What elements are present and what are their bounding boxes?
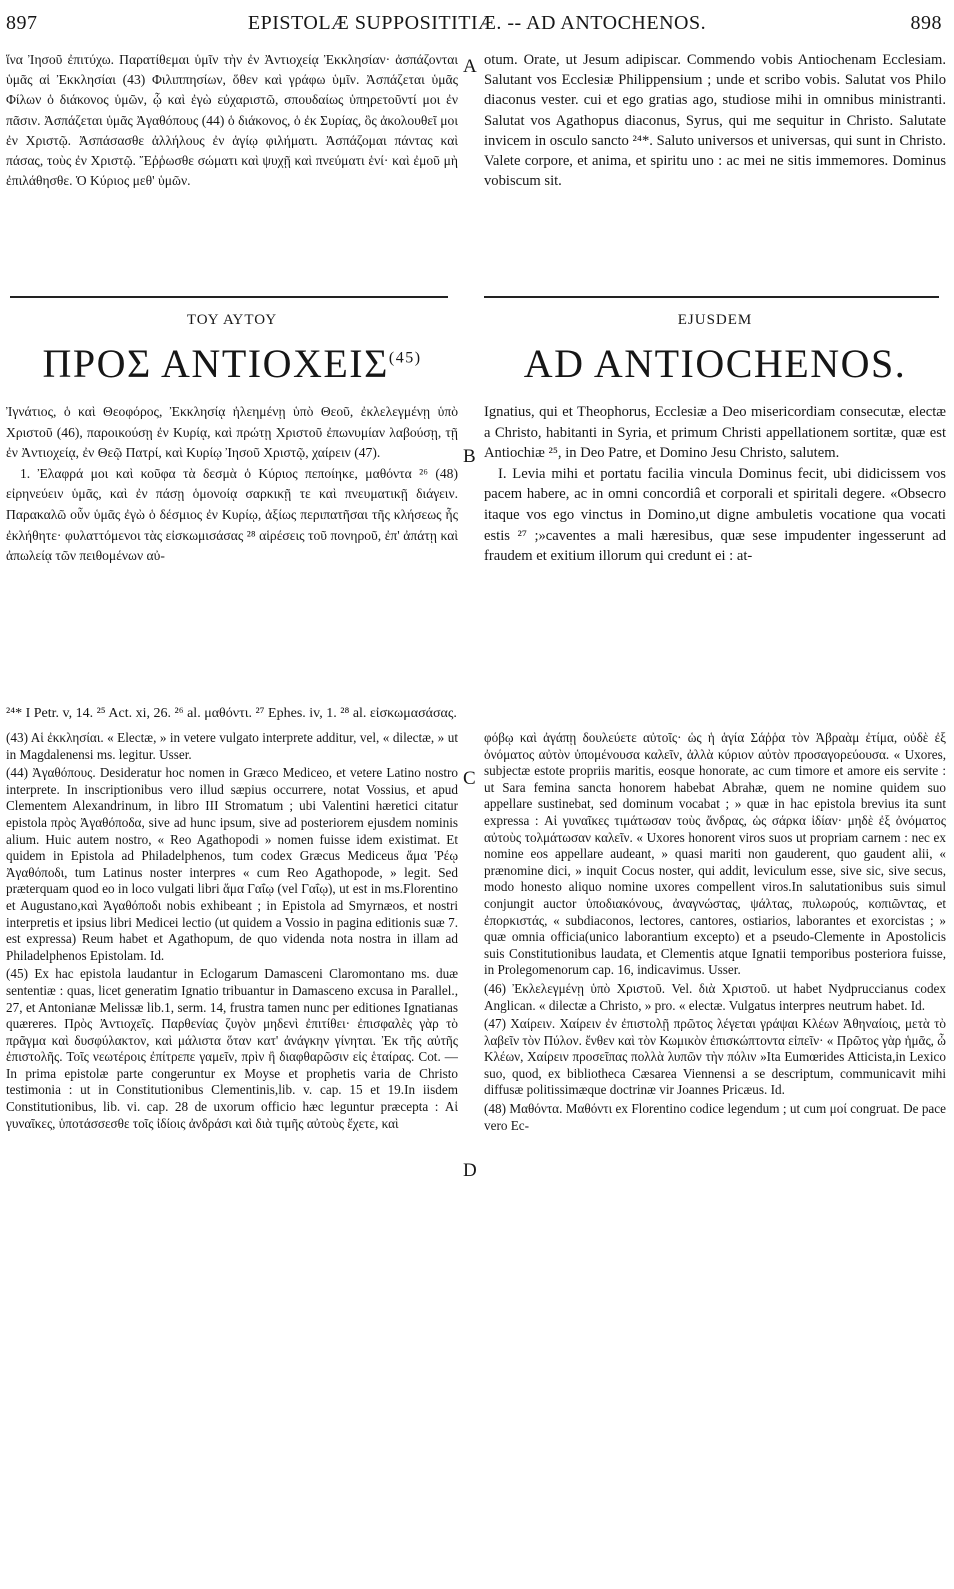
greek-heading-small: ΤΟΥ ΑΥΤΟΥ xyxy=(186,312,278,328)
greek-heading-note: (45) xyxy=(388,349,422,367)
margin-mark-a: A xyxy=(463,56,477,77)
latin-text-column xyxy=(484,402,946,702)
notes-left-column xyxy=(6,730,458,1580)
greek-salutation: Ἰγνάτιος, ὁ καὶ Θεοφόρος, Ἐκκλησίᾳ ἠλεημένῃ ὑπὸ Θεοῦ, ἐκλελεγμένῃ ὑπὸ Χριστοῦ (46), παροικούσῃ ἐν Κυρίᾳ, καὶ πρώτῃ Χριστοῦ ἐπωνυμίαν λαβούσῃ, τῇ ἐν Ἀντιοχείᾳ, ἐν Θεῷ Πατρί, καὶ Κυρίῳ Ἰησοῦ Χριστῷ, χαίρειν (47). xyxy=(6,404,458,461)
note-48: (48) Μαθόντα. Μαθόντι ex Florentino codice legendum ; ut cum μοί congruat. De pace vero Ec- xyxy=(484,1101,946,1133)
latin-chapter-1: I. Levia mihi et portatu facilia vincula Dominus fecit, ubi didicissem vos pacem habere, ac in omni concordiâ et corporali et spiritali degere. «Obsecro itaque vos ego vinctus in Domino,ut digne ambuletis vocatione qua vocati estis ²⁷ ;»caventes a mali hæresibus, quæ sese impudenter ingesserunt ad fraudem et exitium illorum qui credunt ei : at- xyxy=(484,465,946,565)
note-44: (44) Ἀγαθόπους. Desideratur hoc nomen in Græco Mediceo, et vetere Latino nostro interprete. In inscriptionibus vero illud sæpius occurrere, notat Vossius, et apud Clementem Alexandrinum, in libro III Stromatum ; ubi Valentini hæretici citatur epistola πρὸς Ἀγαθόποδα, sive ad hunc ipsum, sive ad posteriorem ejusdem nominis alium. Huic autem nostro, « Reo Agathopodi » nomen fuisse idem existimat. Et quidem in Epistola ad Philadelphenos, tum codex Græcus Mediceus ἅμα Ῥέῳ Ἀγαθόποδι, tum Latinus noster interpres « cum Reo Agathopode, » legit. Sed præterquam quod eo in loco vulgati libri ἅμα Γαΐῳ (vel Γαΐῳ), ut est in ms.Florentino et Augustano,καὶ Ἀγαθόποδι nobis exhibeant ; in Epistola ad Smyrnæos, et nostri interpretis et ipsius libri Medicei lectio (ut quidem a Vossio in pagina editionis suæ 7. est expressa) Reum habet et Agathopum, de quo videnda nota nostra in illam ad Philadelphenos Epistolam. Id. xyxy=(6,765,458,963)
top-latin-column xyxy=(484,50,946,290)
greek-heading-text: ΠΡΟΣ ΑΝΤΙΟΧΕΙΣ xyxy=(42,341,389,386)
latin-heading-large: AD ANTIOCHENOS. xyxy=(523,341,907,386)
footnote-line: ²⁴* I Petr. v, 14. ²⁵ Act. xi, 26. ²⁶ al. μαθόντι. ²⁷ Ephes. iv, 1. ²⁸ al. εἰσκωμασάσας. xyxy=(6,706,457,721)
greek-text-column xyxy=(6,402,458,702)
latin-salutation: Ignatius, qui et Theophorus, Ecclesiæ a Deo misericordiam consecutæ, electæ a Christo, habitanti in Syria, et primum Christi appellationem sortitæ, quæ est Antiochiæ ²⁵, in Deo Patre, et Domino Jesu Christo, salutem. xyxy=(484,404,946,462)
greek-epistle-ending: ἵνα Ἰησοῦ ἐπιτύχω. Παρατίθεμαι ὑμῖν τὴν ἐν Ἀντιοχείᾳ Ἐκκλησίαν· ἀσπάζονται ὑμᾶς αἱ Ἐκκλησίαι (43) Φιλιππησίων, ὅθεν καὶ γράφω ὑμῖν. Ἀσπάζεται ὑμᾶς Φίλων ὁ διάκονος ὑμῶν, ᾧ καὶ ἐγὼ εὐχαριστῶ, σπουδαίως ὑπηρετοῦντί μοι ἐν πᾶσιν. Ἀσπάζεται ὑμᾶς Ἀγαθόπους (44) ὁ διάκονος, ὁ ἐκ Συρίας, ὃς ἀκολουθεῖ μοι ἐν Χριστῷ. Ἀσπάσασθε ἀλλήλους ἐν ἁγίῳ φιλήματι. Ἀσπάζομαι πάντας καὶ πάσας, τοὺς ἐν Χριστῷ. Ἔῤῥωσθε σώματι καὶ ψυχῇ καὶ πνεύματι ἑνί· καὶ ἐμοῦ μὴ ἐπιλάθησθε. Ὁ Κύριος μεθ' ὑμῶν. xyxy=(6,52,458,189)
note-45-continued: φόβῳ καὶ ἀγάπῃ δουλεύετε αὐτοῖς· ὡς ἡ ἁγία Σάῤῥα τὸν Ἀβραὰμ ἐτίμα, οὐδὲ ἐξ ὀνόματος αὐτὸν ὑπομένουσα καλεῖν, ἀλλὰ κύριον αὐτὸν προσαγορεύουσα. « Uxores, subjectæ estote propriis maritis, eosque honorate, ac cum timore et amore eis servite : ut Sara femina sancta honorem habebat Abrahæ, quem ne nomine quidem suo appellare sustinebat, sed dominum vocabat ; » quæ in hac epistola brevius ita sunt expressa : Αἱ γυναῖκες τιμάτωσαν τοὺς ἄνδρας, ὡς σάρκα ἰδίαν· μηδὲ ἐξ ὀνόματος αὐτοὺς τολμάτωσαν καλεῖν. « Uxores honorent viros suos ut propriam carnem : nec ex nomine eos appellare audeant, » quasi mariti non gauderent, quo gaudent alii, « prænomine dici, » inquit Cocus noster, qui addit, leviculum esse, sive sic, sive secus, modo honesto aliquo nomine uxores compellent viros.In salutationibus suis simul conjungit auctor ὑποδιακόνους, ἀναγνώστας, ψάλτας, πυλωρούς, κοπιῶντας, et ἐπορκιστάς, « subdiaconos, lectores, cantores, ostiarios, laborantes et exorcistas ; » quæ omnia officia(unico laborantium excepto) et a pseudo-Clemente in Apostolicis suis Constitutionibus laudata, et Clementis atque Ignatii temporibus posteriora fuisse, in Prolegomenorum cap. 16, indicavimus. Usser. xyxy=(484,730,946,978)
margin-mark-d: D xyxy=(463,1160,477,1181)
page-number-left: 897 xyxy=(6,12,38,34)
greek-chapter-1: 1. Ἐλαφρά μοι καὶ κοῦφα τὰ δεσμὰ ὁ Κύριος πεποίηκε, μαθόντα ²⁶ (48) εἰρηνεύειν ὑμᾶς, καὶ ἐν πάσῃ ὁμονοίᾳ σαρκικῇ τε καὶ πνευματικῇ διάγειν. Παρακαλῶ οὖν ὑμᾶς ἐγὼ ὁ δέσμιος ἐν Κυρίῳ, ἀξίως περιπατῆσαι τῆς κλήσεως ἧς ἐκλήθητε· φυλαττόμενοι τὰς εἰσκωμισάσας ²⁸ αἱρέσεις τοῦ πονηροῦ, ἐπ' ἀπάτῃ καὶ ἀπωλείᾳ τῶν πειθομένων αὐ- xyxy=(6,465,458,564)
greek-heading-large xyxy=(6,340,458,387)
latin-epistle-ending: otum. Orate, ut Jesum adipiscar. Commendo vobis Antiochenam Ecclesiam. Salutant vos Ecclesiæ Philippensium ; unde et scribo vobis. Salutat vos Philo diaconus vester. cui et ego gratias ago, studiose mihi in omnibus ministranti. Salutat vos Agathopus diaconus, Syrus, qui me sequitur in Christo. Salutate invicem in osculo sancto ²⁴*. Saluto universos et universas, qui sunt in Christo. Valete corpore, et anima, et spiritu uno : ac mei ne sitis immemores. Dominus vobiscum sit. xyxy=(484,52,946,190)
running-title: EPISTOLÆ SUPPOSITITIÆ. -- AD ANTOCHENOS. xyxy=(247,12,707,34)
latin-heading-small: EJUSDEM xyxy=(677,312,753,328)
margin-mark-c: C xyxy=(463,768,476,789)
page-header xyxy=(0,12,954,40)
section-rule-left xyxy=(10,296,448,298)
note-47: (47) Χαίρειν. Χαίρειν ἐν ἐπιστολῇ πρῶτος λέγεται γράψαι Κλέων Ἀθηναίοις, μετὰ τὸ λαβεῖν τὸν Πύλον. ἔνθεν καὶ τὸν Κωμικὸν ἐπισκώπτοντα εἰπεῖν· « Πρῶτος γὰρ ἡμᾶς, ὦ Κλέων, Χαίρειν προσεῖπας πολλὰ λυπῶν τὴν πόλιν »Ita Eumœrides Atticista,in Lexico suo, quod, ex bibliotheca Cæsarea Viennensi a se descriptum, communicavit mihi diffusæ politissimæque doctrinæ vir Joannes Pricæus. Id. xyxy=(484,1016,946,1098)
note-46: (46) Ἐκλελεγμένῃ ὑπὸ Χριστοῦ. Vel. διὰ Χριστοῦ. ut habet Nydpruccianus codex Anglican. « dilectæ a Christo, » pro. « electæ. Vulgatus interpres neutrum habet. Id. xyxy=(484,980,946,1013)
page-number-right: 898 xyxy=(910,12,942,34)
margin-mark-b: B xyxy=(463,446,476,467)
notes-right-column xyxy=(484,730,946,1580)
section-rule-right xyxy=(484,296,939,298)
top-greek-column xyxy=(6,50,458,290)
note-43: (43) Αἱ ἐκκλησίαι. « Electæ, » in vetere vulgato interprete additur, vel, « dilectæ, » ut in Magdalenensi ms. legitur. Usser. xyxy=(6,730,458,762)
note-45: (45) Ex hac epistola laudantur in Eclogarum Damasceni Claromontano ms. duæ sententiæ : quas, licet generatim Ignatio tribuantur in Damasceno excusa in Parallel., 27, et Antonianæ Melissæ lib.1, serm. 14, frustra tamen nunc per editiones Ignatianas quæreres. Πρὸς Ἀντιοχεῖς. Παρθενίας ζυγὸν μηδενὶ ἐπιτίθει· ἐπισφαλὲς γὰρ τὸ πρᾶγμα καὶ δυσφύλακτον, καὶ μάλιστα ὅταν κατ' ἀνάγκην γίνηται. Ἐκ τῆς αὐτῆς ἐπιστολῆς. Τοῖς νεωτέροις ἐπίτρεπε γαμεῖν, πρὶν ἢ διαφθαρῶσιν εἰς ἑταίρας. Cot. — In prima epistolæ parte congeruntur ex Moyse et prophetis varia de Christo testimonia : ut in Constitutionibus Clementinis,lib. v. cap. 15 et 19.In iisdem Constitutionibus, lib. vi. cap. 28 de uxorum officio hæc leguntur præcepta : Αἱ γυναῖκες, ὑποτάσσεσθε τοῖς ἰδίοις ἀνδράσι καὶ διὰ τιμῆς αὐτοὺς ἔχετε, καὶ xyxy=(6,966,458,1131)
